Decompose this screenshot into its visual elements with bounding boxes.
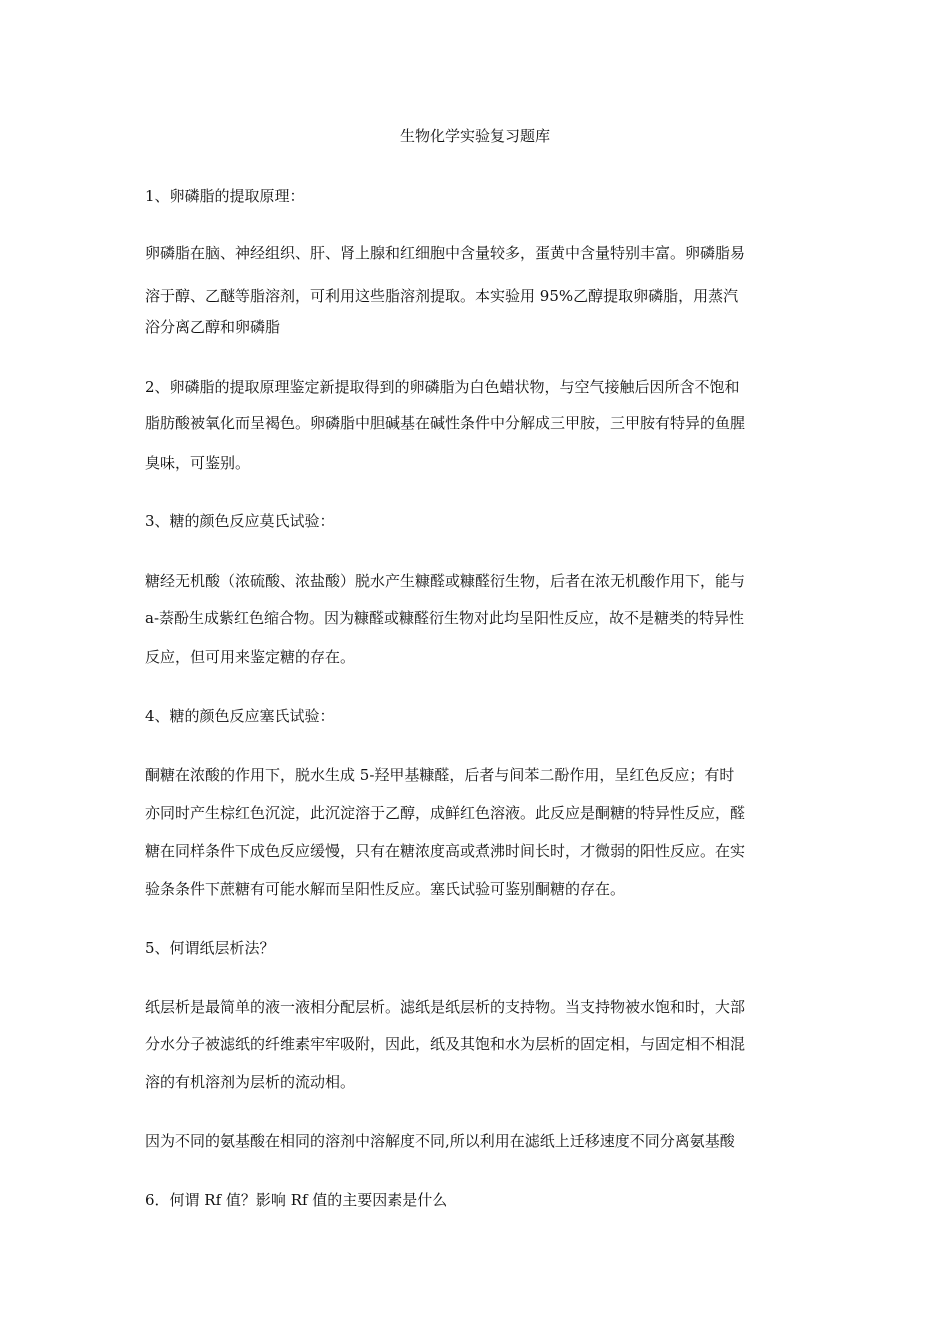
paragraph-line: 纸层析是最简单的液一液相分配层析。滤纸是纸层析的支持物。当支持物被水饱和时，大部 — [145, 998, 746, 1016]
paragraph-line: 酮糖在浓酸的作用下，脱水生成 5-羟甲基糠醛，后者与间苯二酚作用，呈红色反应；有时 — [145, 766, 735, 784]
question-5-heading: 5、何谓纸层析法？ — [145, 939, 275, 957]
answer-5-note: 因为不同的氨基酸在相同的溶剂中溶解度不同,所以利用在滤纸上迁移速度不同分离氨基酸 — [145, 1132, 735, 1150]
paragraph-line: 2、卵磷脂的提取原理鉴定新提取得到的卵磷脂为白色蜡状物，与空气接触后因所含不饱和 — [145, 378, 740, 396]
paragraph-line: 糖在同样条件下成色反应缓慢，只有在糖浓度高或煮沸时间长时，才微弱的阳性反应。在实 — [145, 842, 746, 860]
paragraph-line: 反应，但可用来鉴定糖的存在。 — [145, 648, 356, 666]
paragraph-line: 卵磷脂在脑、神经组织、肝、肾上腺和红细胞中含量较多，蛋黄中含量特别丰富。卵磷脂易 — [145, 244, 746, 262]
paragraph-line: 分水分子被滤纸的纤维素牢牢吸附，因此，纸及其饱和水为层析的固定相，与固定相不相混 — [145, 1035, 746, 1053]
question-6-heading: 6．何谓 Rf 值？影响 Rf 值的主要因素是什么 — [145, 1191, 448, 1209]
paragraph-line: 溶于醇、乙醚等脂溶剂，可利用这些脂溶剂提取。本实验用 95%乙醇提取卵磷脂，用蒸汽 — [145, 287, 739, 305]
question-1-heading: 1、卵磷脂的提取原理： — [145, 187, 305, 205]
document-title: 生物化学实验复习题库 — [399, 127, 550, 145]
paragraph-line: 亦同时产生棕红色沉淀，此沉淀溶于乙醇，成鲜红色溶液。此反应是酮糖的特异性反应，醛 — [145, 804, 746, 822]
paragraph-line: 脂肪酸被氧化而呈褐色。卵磷脂中胆碱基在碱性条件中分解成三甲胺，三甲胺有特异的鱼腥 — [145, 414, 746, 432]
paragraph-line: 验条条件下蔗糖有可能水解而呈阳性反应。塞氏试验可鉴别酮糖的存在。 — [145, 880, 626, 898]
paragraph-line: a-萘酚生成紫红色缩合物。因为糠醛或糠醛衍生物对此均呈阳性反应，故不是糖类的特异性 — [145, 609, 745, 627]
paragraph-line: 糖经无机酸（浓硫酸、浓盐酸）脱水产生糠醛或糠醛衍生物，后者在浓无机酸作用下，能与 — [145, 572, 746, 590]
paragraph-line: 浴分离乙醇和卵磷脂 — [145, 318, 281, 336]
paragraph-line: 臭味，可鉴别。 — [145, 454, 251, 472]
paragraph-line: 溶的有机溶剂为层析的流动相。 — [145, 1073, 356, 1091]
question-3-heading: 3、糖的颜色反应莫氏试验： — [145, 512, 335, 530]
question-4-heading: 4、糖的颜色反应塞氏试验： — [145, 707, 335, 725]
